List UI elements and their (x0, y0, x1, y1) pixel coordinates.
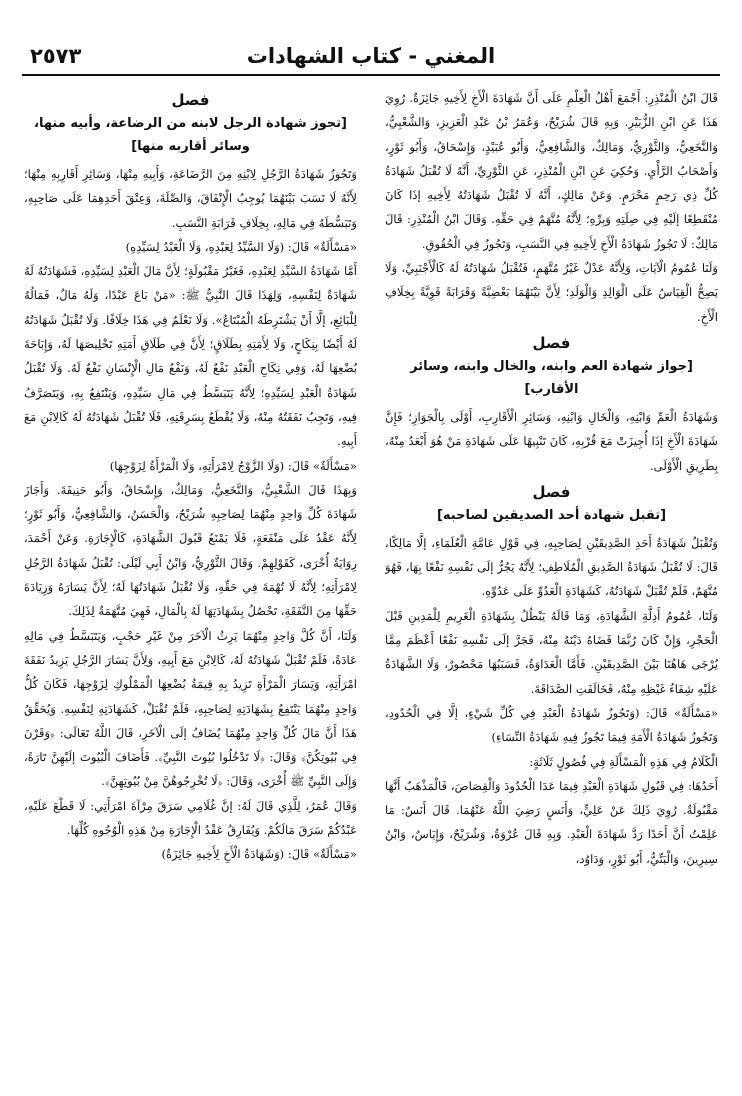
paragraph: «مَسْأَلَةٌ» قَالَ: (وَتَجُوزُ شَهَادَةُ الْعَبْدِ فِي كُلِّ شَيْءٍ، إلَّا فِي الْحُدُودِ، وَتَجُوزُ شَهَادَةُ الْأَمَةِ فِيمَا تَجُوزُ فِيهِ شَهَادَةُ النِّسَاءِ) (385, 705, 718, 745)
right-column (24, 86, 357, 1076)
paragraph: الْكَلَامُ فِي هَذِهِ الْمَسْأَلَةِ فِي فُصُولٍ ثَلَاثَةٍ: (529, 754, 718, 769)
paragraph: «مَسْأَلَةٌ» قَالَ: (وَلَا الزَّوْجُ لِامْرَأَتِهِ، وَلَا الْمَرْأَةُ لِزَوْجِهَا) (109, 458, 357, 473)
section-title: فصل (532, 482, 571, 501)
paragraph: وَشَهَادَةُ الْعَمِّ وَابْنِهِ، وَالْخَالِ وَابْنِهِ، وَسَائِرِ الْأَقَارِبِ، أَوْلَى بِالْجَوَازِ؛ فَإِنَّ شَهَادَةَ الْأَخِ إذَا أُجِيزَتْ مَعَ قُرْبِهِ، كَانَ تَنْبِيهًا عَلَى شَهَادَةِ مَنْ هُوَ أَبْعَدُ مِنْهُ، بِطَرِيقِ الْأَوْلَى. (385, 409, 718, 473)
paragraph: وَبِهَذَا قَالَ الشَّعْبِيُّ، وَالنَّخَعِيُّ، وَمَالِكٌ، وَإِسْحَاقُ، وَأَبُو حَنِيفَةَ. وَأَجَازَ شَهَادَةَ كُلِّ وَاحِدٍ مِنْهُمَا لِصَاحِبِهِ شُرَيْحٌ، وَالْحَسَنُ، وَالشَّافِعِيُّ، وَأَبُو ثَوْرٍ؛ لِأَنَّهُ عَقْدٌ عَلَى مَنْفَعَةٍ، فَلَا يَمْنَعُ قَبُولَ الشَّهَادَةِ، كَالْإِجَارَةِ. وَعَنْ أَحْمَدَ، رِوَايَةٌ أُخْرَى، كَقَوْلِهِمْ. وَقَالَ الثَّوْرِيُّ، وَابْنُ أَبِي لَيْلَى: تُقْبَلُ شَهَادَةُ الرَّجُلِ لِامْرَأَتِهِ؛ لِأَنَّهُ لَا تُهْمَةَ فِي حَقِّهِ، وَلَا تُقْبَلُ شَهَادَتُهَا لَهُ؛ لِأَنَّ يَسَارَهُ وَزِيَادَةَ حَقِّهَا مِنَ النَّفَقَةِ، تَحْصُلُ بِشَهَادَتِهَا لَهُ بِالْمَالِ، فَهِيَ مُتَّهَمَةٌ لِذَلِكَ. (24, 482, 357, 619)
paragraph: وَلَنَا، عُمُومُ أَدِلَّةِ الشَّهَادَةِ، وَمَا قَالَهُ يَبْطُلُ بِشَهَادَةِ الْغَرِيمِ لِلْمَدِينِ قَبْلَ الْحَجْرِ، وَإِنْ كَانَ رُبَّمَا قَضَاهُ دَيْنَهُ مِنْهُ، فَجَرَّ إلَى نَفْسِهِ نَفْعًا أَعْظَمَ مِمَّا يُرْجَى هَاهُنَا بَيْنَ الصَّدِيقَيْنِ. فَأَمَّا الْعَدَاوَةُ، فَسَبَبُهَا مَحْصُورٌ، وَلَا الشَّهَادَةُ عَلَيْهِ شِفَاءُ غَيْظِهِ مِنْهُ، فَخَالَفَتِ الصَّدَاقَةَ. (385, 608, 718, 696)
header-rule (22, 74, 720, 76)
paragraph: أَمَّا شَهَادَةُ السَّيِّدِ لِعَبْدِهِ، فَغَيْرُ مَقْبُولَةٍ؛ لِأَنَّ مَالَ الْعَبْدِ لِسَيِّدِهِ، فَشَهَادَتُهُ لَهُ شَهَادَةٌ لِنَفْسِهِ، وَلِهَذَا قَالَ النَّبِيُّ ﷺ: «مَنْ بَاعَ عَبْدًا، وَلَهُ مَالٌ، فَمَالُهُ لِلْبَائِعِ، إلَّا أَنْ يَشْتَرِطَهُ الْمُبْتَاعُ». وَلَا نَعْلَمُ فِي هَذَا خِلَافًا. وَلَا تُقْبَلُ شَهَادَتُهُ لَهُ أَيْضًا بِنِكَاحٍ، وَلَا لِأَمَتِهِ بِطَلَاقٍ؛ لِأَنَّ فِي طَلَاقِ أَمَتِهِ تَخْلِيصَهَا لَهُ، وَإِبَاحَةَ بُضْعِهَا لَهُ، وَفِي نِكَاحِ الْعَبْدِ نَفْعٌ لَهُ، وَنَفْعُ مَالِ الْإِنْسَانِ نَفْعٌ لَهُ. وَلَا تُقْبَلُ شَهَادَةُ الْعَبْدِ لِسَيِّدِهِ؛ لِأَنَّهُ يَتَبَسَّطُ فِي مَالِ سَيِّدِهِ، وَيَنْتَفِعُ بِهِ، وَيَتَصَرَّفُ فِيهِ، وَتَجِبُ نَفَقَتُهُ مِنْهُ، وَلَا يُقْطَعُ بِسَرِقَتِهِ، فَلَا تُقْبَلُ شَهَادَتُهُ لَهُ كَالِابْنِ مَعَ أَبِيهِ. (24, 264, 357, 449)
paragraph: «مَسْأَلَةٌ» قَالَ: (وَلَا السَّيِّدُ لِعَبْدِهِ، وَلَا الْعَبْدُ لِسَيِّدِهِ) (125, 239, 357, 254)
paragraph: وَلَنَا، أَنَّ كُلَّ وَاحِدٍ مِنْهُمَا يَرِثُ الْآخَرَ مِنْ غَيْرِ حَجْبٍ، وَيَتَبَسَّطُ فِي مَالِهِ عَادَةً، فَلَمْ تُقْبَلْ شَهَادَتُهُ لَهُ، كَالِابْنِ مَعَ أَبِيهِ، وَلِأَنَّ يَسَارَ الرَّجُلِ يَزِيدُ نَفَقَةَ امْرَأَتِهِ، وَيَسَارَ الْمَرْأَةِ تَزِيدُ بِهِ قِيمَةُ بُضْعِهَا الْمَمْلُوكِ لِزَوْجِهَا، فَكَانَ كُلُّ وَاحِدٍ مِنْهُمَا يَنْتَفِعُ بِشَهَادَتِهِ لِصَاحِبِهِ، فَلَمْ تُقْبَلْ، كَشَهَادَتِهِ لِنَفْسِهِ. وَيُحَقِّقُ هَذَا أَنَّ مَالَ كُلِّ وَاحِدٍ مِنْهُمَا يُضَافُ إلَى الْآخَرِ، قَالَ اللَّهُ تَعَالَى: ﴿وَقَرْنَ فِي بُيُوتِكُنَّ﴾ وَقَالَ: ﴿لَا تَدْخُلُوا بُيُوتَ النَّبِيِّ﴾. فَأَضَافَ الْبُيُوتَ إلَيْهِنَّ تَارَةً، وَإِلَى النَّبِيِّ ﷺ أُخْرَى، وَقَالَ: ﴿لَا تُخْرِجُوهُنَّ مِنْ بُيُوتِهِنَّ﴾. (24, 628, 357, 789)
text-columns (24, 86, 718, 1076)
paragraph: قَالَ ابْنُ الْمُنْذِرِ: أَجْمَعَ أَهْلُ الْعِلْمِ عَلَى أَنَّ شَهَادَةَ الْأَخِ لِأَخِيهِ جَائِزَةٌ. رُوِيَ هَذَا عَنِ ابْنِ الزُّبَيْرِ. وَبِهِ قَالَ شُرَيْحٌ، وَعُمَرُ بْنُ عَبْدِ الْعَزِيزِ، وَالشَّعْبِيُّ، وَالنَّخَعِيُّ، وَالثَّوْرِيُّ، وَمَالِكٌ، وَالشَّافِعِيُّ، وَأَبُو عُبَيْدٍ، وَإِسْحَاقُ، وَأَبُو ثَوْرٍ، وَأَصْحَابُ الرَّأْيِ. وَحُكِيَ عَنِ ابْنِ الْمُنْذِرِ، عَنِ الثَّوْرِيِّ، أَنَّهُ لَا تُقْبَلُ شَهَادَةُ كُلِّ ذِي رَحِمٍ مَحْرَمٍ. وَعَنْ مَالِكٍ، أَنَّهُ لَا تُقْبَلُ شَهَادَتُهُ لِأَخِيهِ إذَا كَانَ مُنْقَطِعًا إلَيْهِ فِي صِلَتِهِ وَبِرِّهِ؛ لِأَنَّهُ مُتَّهَمٌ فِي حَقِّهِ. وَقَالَ ابْنُ الْمُنْذِرِ: قَالَ مَالِكٌ: لَا تَجُوزُ شَهَادَةُ الْأَخِ لِأَخِيهِ فِي النَّسَبِ، وَتَجُوزُ فِي الْحُقُوقِ. (385, 91, 718, 251)
page-header (22, 40, 720, 76)
section-heading: [جواز شهادة العم وابنه، والخال وابنه، وسائر الأقارب] (410, 358, 693, 397)
section-title: فصل (171, 91, 210, 109)
paragraph: وَقَالَ عُمَرُ، لِلَّذِي قَالَ لَهُ: إنَّ غُلَامِي سَرَقَ مِرْآةَ امْرَأَتِي: لَا قَطْعَ عَلَيْهِ، عَبْدُكُمْ سَرَقَ مَالَكُمْ. وَيُفَارِقُ عَقْدُ الْإِجَارَةِ مِنْ هَذِهِ الْوُجُوهِ كُلِّهَا. (24, 798, 357, 838)
section-heading: [تقبل شهادة أحد الصديقين لصاحبه] (436, 507, 667, 523)
paragraph: أَحَدُهَا: فِي قَبُولِ شَهَادَةِ الْعَبْدِ فِيمَا عَدَا الْحُدُودَ وَالْقِصَاصَ، فَالْمَذْهَبُ أَنَّهَا مَقْبُولَةٌ. رُوِيَ ذَلِكَ عَنْ عَلِيٍّ، وَأَنَسٍ رَضِيَ اللَّهُ عَنْهُمَا. قَالَ أَنَسٌ: مَا عَلِمْتُ أَنَّ أَحَدًا رَدَّ شَهَادَةَ الْعَبْدِ. وَبِهِ قَالَ عُرْوَةُ، وَشُرَيْحٌ، وَإِيَاسٌ، وَابْنُ سِيرِينَ، وَالْبَتِّيُّ، أَبُو ثَوْرٍ، وَدَاوُد، (385, 778, 718, 866)
section-heading: [تجوز شهادة الرجل لابنه من الرضاعة، وأبيه منها، وسائر أقاربه منها] (34, 116, 347, 154)
running-title: المغني - كتاب الشهادات (246, 44, 496, 68)
paragraph: «مَسْأَلَةٌ» قَالَ: (وَشَهَادَةُ الْأَخِ لِأَخِيهِ جَائِزَةٌ) (161, 847, 357, 862)
section-title: فصل (532, 333, 571, 352)
paragraph: وَتُقْبَلُ شَهَادَةُ أَحَدِ الصَّدِيقَيْنِ لِصَاحِبِهِ، فِي قَوْلِ عَامَّةِ الْعُلَمَاءِ، إلَّا مَالِكًا، قَالَ: لَا تُقْبَلُ شَهَادَةُ الصَّدِيقِ الْمُلَاطِفِ؛ لِأَنَّهُ يَجُرُّ إلَى نَفْسِهِ نَفْعًا بِهَا، فَهُوَ مُتَّهَمٌ، فَلَمْ تُقْبَلْ شَهَادَتُهُ، كَشَهَادَةِ الْعَدُوِّ عَلَى عَدُوِّهِ. (385, 535, 718, 599)
paragraph: وَلَنَا عُمُومُ الْآيَاتِ، وَلِأَنَّهُ عَدْلٌ غَيْرُ مُتَّهَمٍ، فَتُقْبَلُ شَهَادَتُهُ لَهُ كَالْأَجْنَبِيِّ، وَلَا يَصِحُّ الْقِيَاسُ عَلَى الْوَالِدِ وَالْوَلَدِ؛ لِأَنَّ بَيْنَهُمَا بَعْضِيَّةً وَقَرَابَةً قَوِيَّةً بِخِلَافِ الْأَخِ. (385, 261, 718, 324)
page-number: ٢٥٧٣ (30, 44, 82, 68)
paragraph: وَتَجُوزُ شَهَادَةُ الرَّجُلِ لِابْنِهِ مِنَ الرَّضَاعَةِ، وَأَبِيهِ مِنْهَا، وَسَائِرِ أَقَارِبِهِ مِنْهَا؛ لِأَنَّهُ لَا نَسَبَ بَيْنَهُمَا يُوجِبُ الْإِنْفَاقَ، وَالصِّلَةَ، وَعِتْقَ أَحَدِهِمَا عَلَى صَاحِبِهِ، وَتَبَسُّطَهُ فِي مَالِهِ، بِخِلَافِ قَرَابَةِ النَّسَبِ. (24, 167, 357, 230)
left-column (385, 86, 718, 1076)
